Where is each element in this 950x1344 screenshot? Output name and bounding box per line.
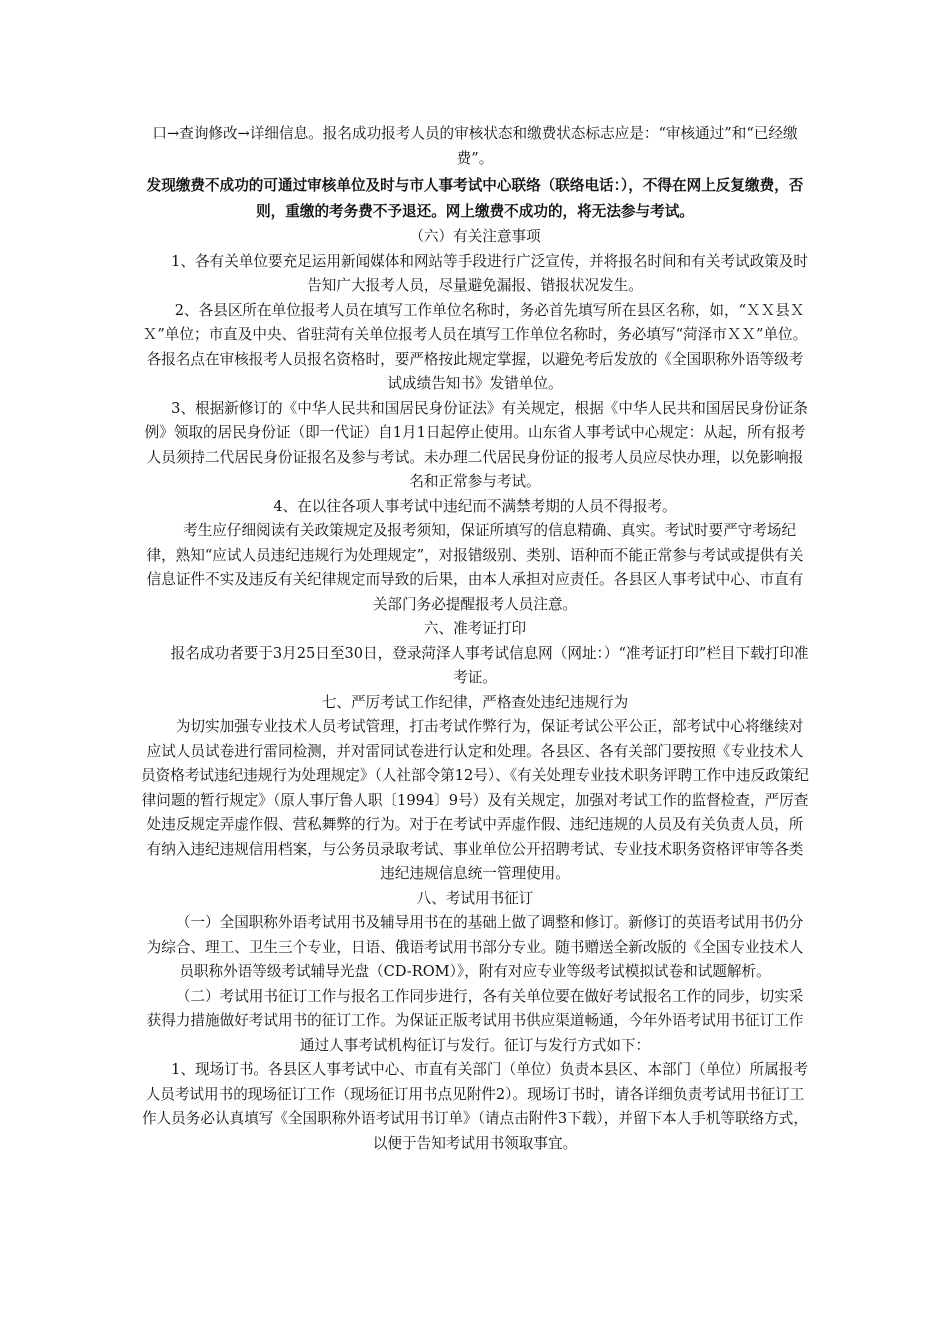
paragraph-books-1: （一）全国职称外语考试用书及辅导用书在的基础上做了调整和修订。新修订的英语考试用书仍分为综合、理工、卫生三个专业，日语、俄语考试用书部分专业。随书赠送全新改版的《全国专业技术人员职称外语等级考试辅导光盘（CD-ROM）》，附有对应专业等级考试模拟试卷和试题解析。 [146,914,804,980]
document-page [140,122,810,1156]
paragraph-discipline: 为切实加强专业技术人员考试管理，打击考试作弊行为，保证考试公平公正，部考试中心将继续对应试人员试卷进行雷同检测，并对雷同试卷进行认定和处理。各县区、各有关部门要按照《专业技术人员资格考试违纪违规行为处理规定》（人社部令第12号）、《有关处理专业技术职务评聘工作中违反政策纪律问题的暂行规定》（原人事厅鲁人职〔1994〕9号）及有关规定，加强对考试工作的监督检查，严厉查处违反规定弄虚作假、营私舞弊的行为。对于在考试中弄虚作假、违纪违规的人员及有关负责人员，所有纳入违纪违规信用档案，与公务员录取考试、事业单位公开招聘考试、专业技术职务资格评审等各类违纪违规信息统一管理使用。 [141,718,809,882]
paragraph-note-3: 3、根据新修订的《中华人民共和国居民身份证法》有关规定，根据《中华人民共和国居民身份证条例》领取的居民身份证（即一代证）自1月1日起停止使用。山东省人事考试中心规定：从起，所有报考人员须持二代居民身份证报名及参与考试。未办理二代居民身份证的报考人员应尽快办理，以免影响报名和正常参与考试。 [144,399,808,490]
heading-books: 八、考试用书征订 [416,889,534,907]
paragraph-note-4: 4、在以往各项人事考试中违纪而不满禁考期的人员不得报考。 [273,497,677,515]
paragraph-admission-ticket: 报名成功者要于3月25日至30日，登录菏泽人事考试信息网（网址：）“准考证打印”栏目下载打印准考证。 [170,644,809,686]
heading-discipline: 七、严厉考试工作纪律，严格查处违纪违规行为 [321,693,629,711]
paragraph-note-1: 1、各有关单位要充足运用新闻媒体和网站等手段进行广泛宣传，并将报名时间和有关考试政策及时告知广大报考人员，尽量避免漏报、错报状况发生。 [171,252,808,294]
heading-admission-ticket: 六、准考证打印 [423,620,527,637]
paragraph-books-2: （二）考试用书征订工作与报名工作同步进行，各有关单位要在做好考试报名工作的同步，切实采获得力措施做好考试用书的征订工作。为保证正版考试用书供应渠道畅通，今年外语考试用书征订工作通过人事考试机构征订与发行。征订与发行方式如下： [146,987,804,1054]
paragraph-note-2: 2、各县区所在单位报考人员在填写工作单位名称时，务必首先填写所在县区名称，如，“ＸＸ县ＸＸ”单位；市直及中央、省驻菏有关单位报考人员在填写工作单位名称时，务必填写“菏泽市ＸＸ”单位。各报名点在审核报考人员报名资格时，要严格按此规定掌握，以避免考后发放的《全国职称外语等级考试成绩告知书》发错单位。 [142,301,808,392]
heading-notes: （六）有关注意事项 [409,228,541,245]
paragraph-payment-warning: 发现缴费不成功的可通过审核单位及时与市人事考试中心联络（联络电话：），不得在网上反复缴费，否则，重缴的考务费不予退还。网上缴费不成功的，将无法参与考试。 [146,177,804,220]
paragraph-registration-status: 口→查询修改→详细信息。报名成功报考人员的审核状态和缴费状态标志应是：“审核通过”和“已经缴费”。 [152,125,798,167]
paragraph-onsite-order: 1、现场订书。各县区人事考试中心、市直有关部门（单位）负责本县区、本部门（单位）所属报考人员考试用书的现场征订工作（现场征订用书点见附件2）。现场订书时，请各详细负责考试用书征订工作人员务必认真填写《全国职称外语考试用书订单》（请点击附件3下载），并留下本人手机等联络方式，以便于告知考试用书领取事宜。 [141,1061,808,1152]
paragraph-candidate-notice: 考生应仔细阅读有关政策规定及报考须知，保证所填写的信息精确、真实。考试时要严守考场纪律，熟知“应试人员违纪违规行为处理规定”，对报错级别、类别、语种而不能正常参与考试或提供有关信息证件不实及违反有关纪律规定而导致的后果，由本人承担对应责任。各县区人事考试中心、市直有关部门务必提醒报考人员注意。 [146,522,804,613]
